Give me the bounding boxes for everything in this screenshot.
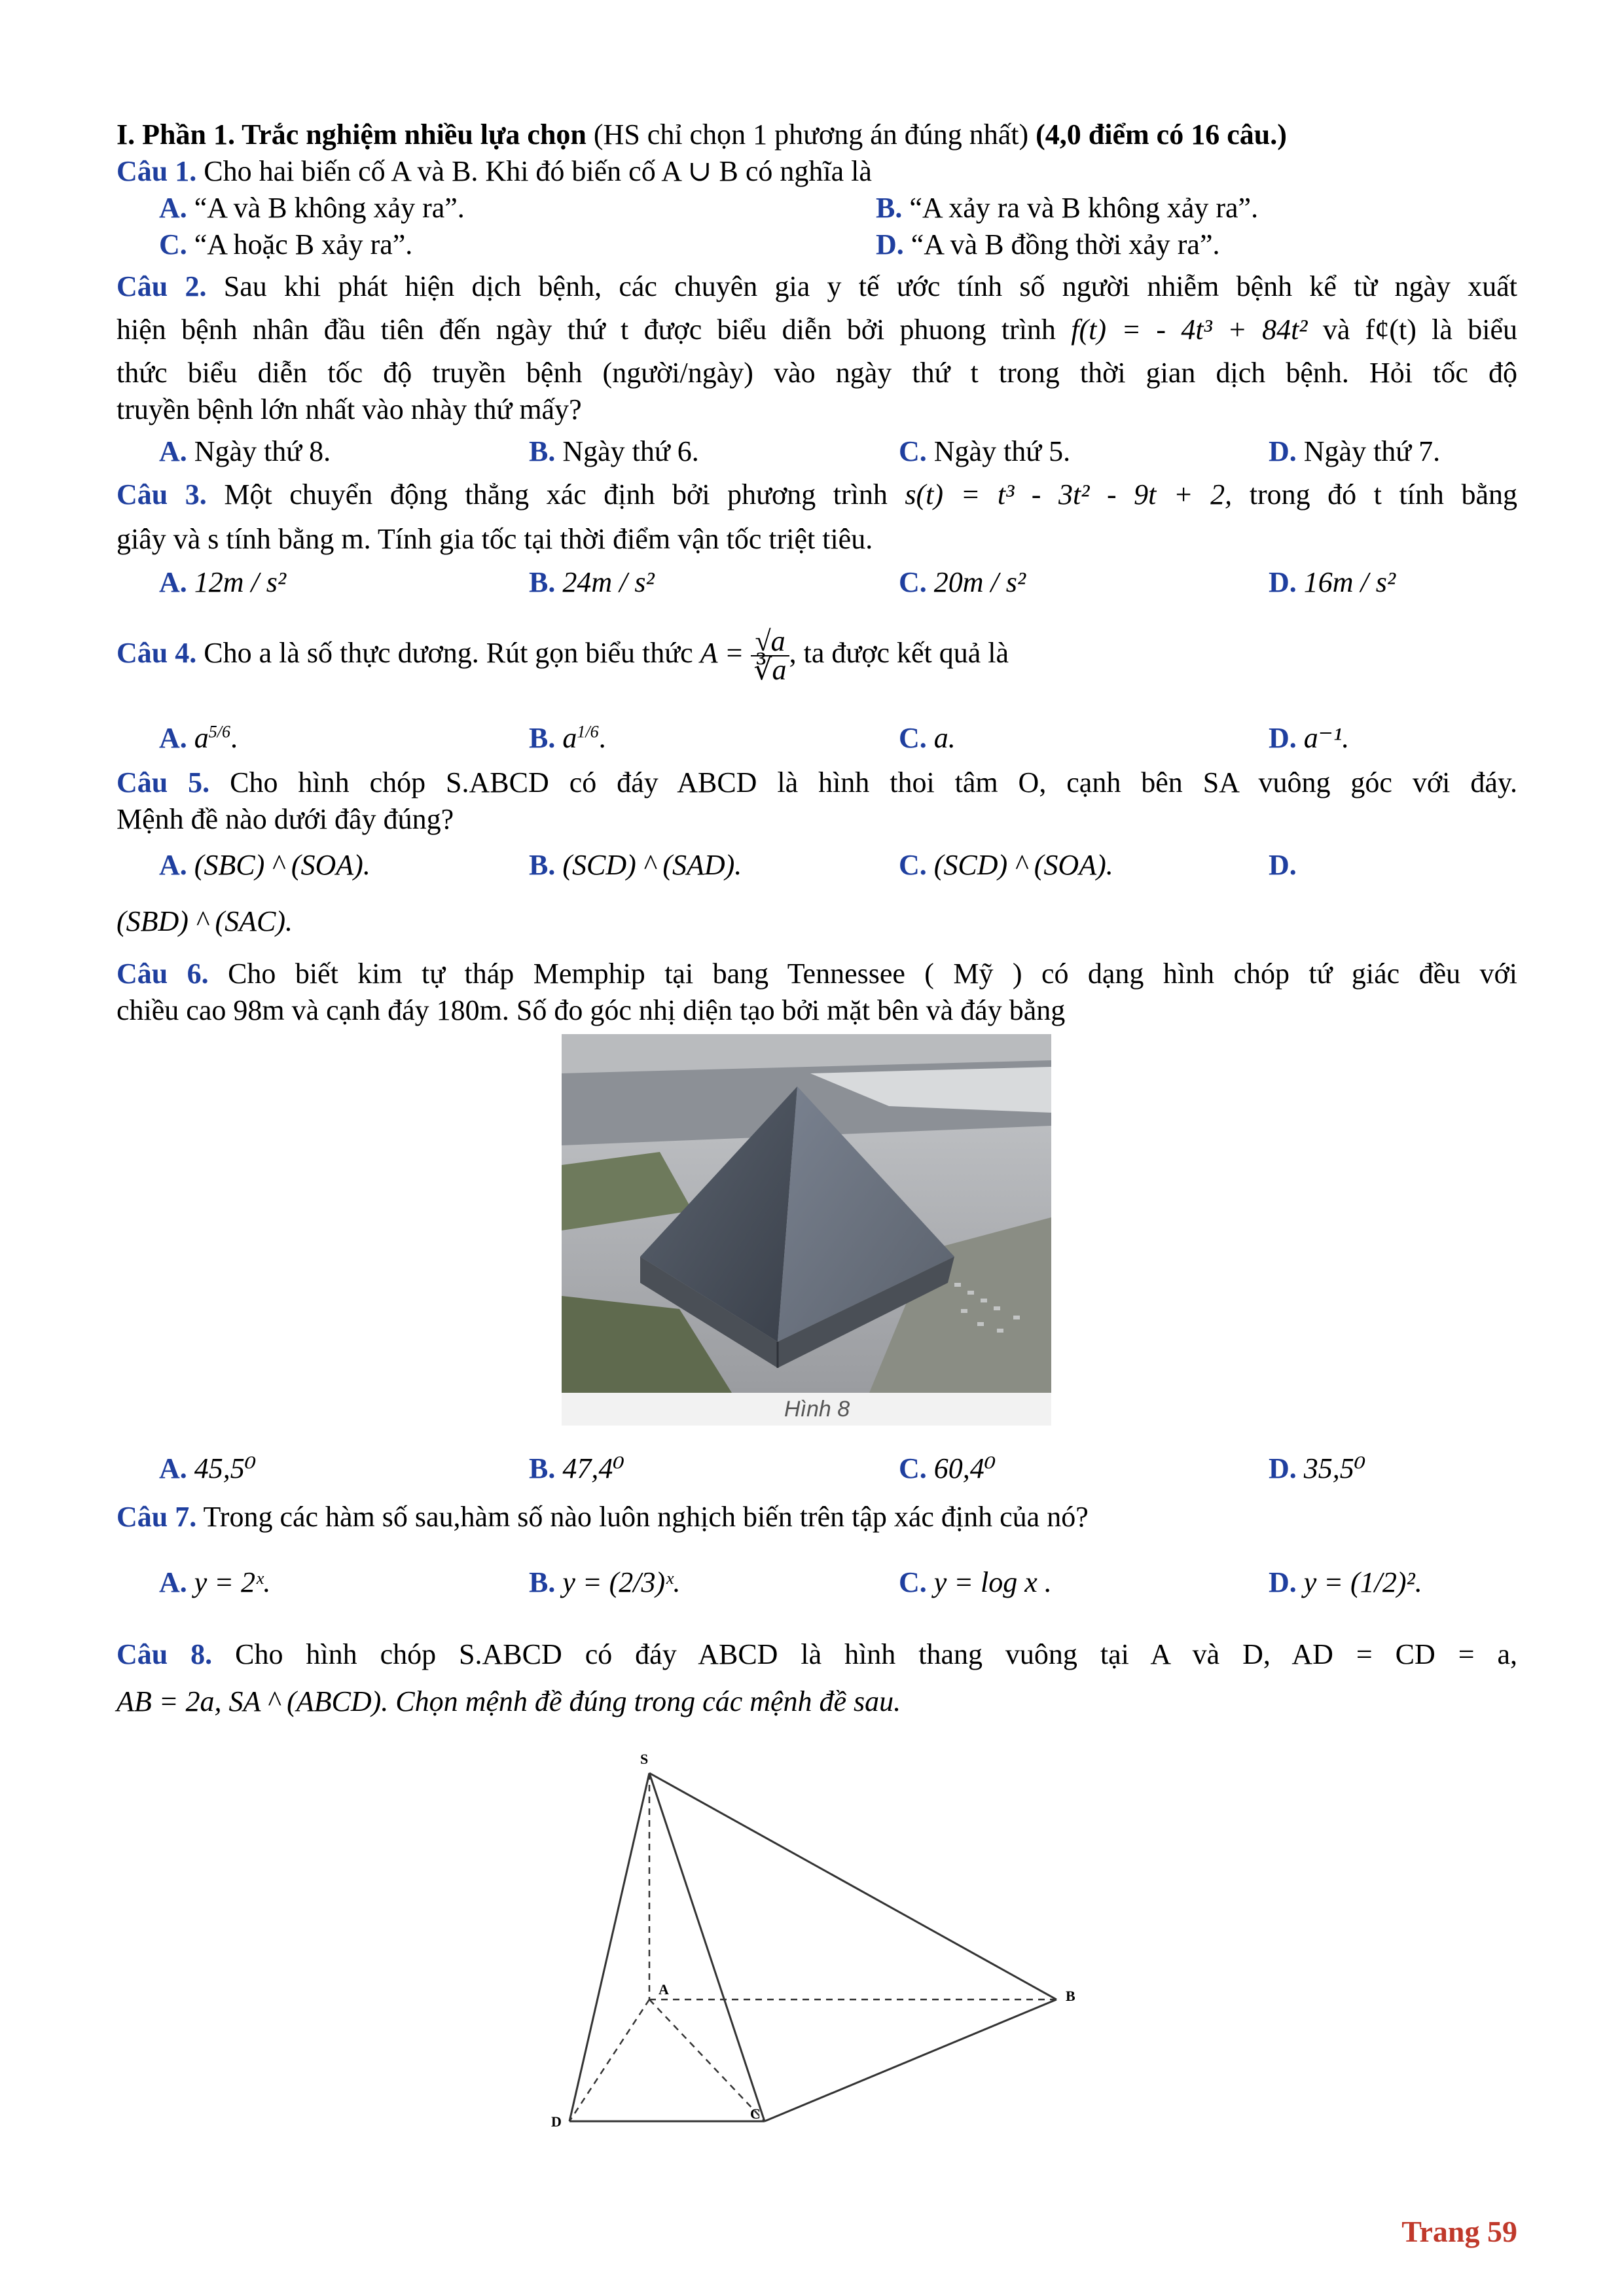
question-4: Câu 4. Cho a là số thực dương. Rút gọn biểu thức A = $\frac{√a}{∛a}$ , ta được kết quả là: [117, 624, 1009, 686]
q4-option-b[interactable]: B. $a^{1/6}$.: [529, 722, 606, 754]
question-3-line-2: giây và s tính bằng m. Tính gia tốc tại thời điểm vận tốc triệt tiêu.: [117, 523, 873, 555]
page-number: Trang 59: [1401, 2215, 1517, 2248]
q2-option-c[interactable]: C. Ngày thứ 5.: [899, 435, 1071, 467]
edge-AD: [569, 2000, 649, 2121]
question-6-line-2: chiều cao 98m và cạnh đáy 180m. Số đo góc nhị diện tạo bởi mặt bên và đáy bằng: [117, 994, 1066, 1026]
edge-CB: [765, 2000, 1056, 2121]
pyramid-photo: [562, 1034, 1051, 1426]
q2-option-a[interactable]: A. Ngày thứ 8.: [159, 435, 331, 467]
q4-option-d[interactable]: D. a⁻¹.: [1269, 722, 1350, 754]
q1-option-c[interactable]: C. “A hoặc B xảy ra”.: [159, 228, 413, 260]
q5-option-b[interactable]: B. (SCD) ^ (SAD).: [529, 849, 742, 881]
q3-option-a[interactable]: A. 12m / s²: [159, 566, 287, 598]
section-score: (4,0 điểm có 16 câu.): [1036, 118, 1287, 151]
q4-fraction: $\frac{√a}{∛a}$: [751, 628, 789, 684]
q7-option-d[interactable]: D. y = (1/2)².: [1269, 1566, 1422, 1598]
label-D: D: [551, 2113, 562, 2130]
q7-option-a[interactable]: A. y = 2ˣ.: [159, 1566, 271, 1598]
photo-caption: Hình 8: [784, 1397, 850, 1422]
section-title: I. Phần 1. Trắc nghiệm nhiều lựa chọn: [117, 118, 586, 151]
q6-option-b[interactable]: B. 47,4⁰: [529, 1452, 624, 1484]
label-A: A: [659, 1981, 669, 1998]
q7-option-b[interactable]: B. y = (2/3)ˣ.: [529, 1566, 681, 1598]
question-2-line-4: truyền bệnh lớn nhất vào nhày thứ mấy?: [117, 393, 582, 425]
q5-option-c[interactable]: C. (SCD) ^ (SOA).: [899, 849, 1113, 881]
pyramid-diagram: [542, 1744, 1118, 2137]
question-label: Câu 1.: [117, 155, 197, 187]
edge-SD: [569, 1773, 649, 2121]
question-2-line-1: Câu 2. Sau khi phát hiện dịch bệnh, các chuyên gia y tế ước tính số người nhiễm bệnh kể từ ngày xuất: [117, 270, 1518, 302]
question-1: [117, 153, 1517, 190]
edge-AC: [649, 2000, 765, 2121]
q2-formula: f(t) = - 4t³ + 84t²: [1071, 314, 1308, 346]
q4-option-c[interactable]: C. a.: [899, 722, 956, 754]
question-8-line-1: Câu 8. Cho hình chóp S.ABCD có đáy ABCD là hình thang vuông tại A và D, AD = CD = a,: [117, 1638, 1517, 1670]
q3-option-b[interactable]: B. 24m / s²: [529, 566, 655, 598]
label-B: B: [1066, 1988, 1075, 2004]
question-8-line-2: AB = 2a, SA ^ (ABCD). Chọn mệnh đề đúng trong các mệnh đề sau.: [117, 1685, 901, 1717]
q6-option-c[interactable]: C. 60,4⁰: [899, 1452, 996, 1484]
q5-option-a[interactable]: A. (SBC) ^ (SOA).: [159, 849, 370, 881]
section-note: (HS chỉ chọn 1 phương án đúng nhất): [586, 118, 1036, 151]
edge-SB: [649, 1773, 1056, 2000]
q4-option-a[interactable]: A. $a^{5/6}$.: [159, 722, 238, 754]
q1-option-b[interactable]: B. “A xảy ra và B không xảy ra”.: [876, 192, 1259, 224]
label-C: C: [750, 2106, 761, 2122]
q3-formula: s(t) = t³ - 3t² - 9t + 2,: [905, 478, 1233, 511]
q7-option-c[interactable]: C. y = log x .: [899, 1566, 1052, 1598]
q5-option-d[interactable]: (SBD) ^ (SAC).: [117, 905, 293, 937]
question-6-line-1: Câu 6. Cho biết kim tự tháp Memphip tại bang Tennessee ( Mỹ ) có dạng hình chóp tứ giác đều với: [117, 958, 1517, 990]
q3-option-d[interactable]: D. 16m / s²: [1269, 566, 1396, 598]
q1-option-d[interactable]: D. “A và B đồng thời xảy ra”.: [876, 228, 1220, 260]
q3-option-c[interactable]: C. 20m / s²: [899, 566, 1026, 598]
question-3-line-1: Câu 3. Một chuyển động thẳng xác định bởi phương trình s(t) = t³ - 3t² - 9t + 2, trong đó t tính bằng: [117, 478, 1517, 511]
question-5-line-2: Mệnh đề nào dưới đây đúng?: [117, 803, 454, 835]
q2-option-b[interactable]: B. Ngày thứ 6.: [529, 435, 699, 467]
edge-SC: [649, 1773, 765, 2121]
question-7: Câu 7. Trong các hàm số sau,hàm số nào luôn nghịch biến trên tập xác định của nó?: [117, 1501, 1089, 1533]
q6-option-d[interactable]: D. 35,5⁰: [1269, 1452, 1366, 1484]
question-5-line-1: Câu 5. Cho hình chóp S.ABCD có đáy ABCD là hình thoi tâm O, cạnh bên SA vuông góc với đáy.: [117, 766, 1517, 798]
label-S: S: [640, 1751, 649, 1767]
question-text: Cho hai biến cố A và B. Khi đó biến cố A ∪ B có nghĩa là: [196, 155, 872, 187]
q2-option-d[interactable]: D. Ngày thứ 7.: [1269, 435, 1441, 467]
q1-option-a[interactable]: A. “A và B không xảy ra”.: [159, 192, 465, 224]
question-2-line-2: hiện bệnh nhân đầu tiên đến ngày thứ t được biểu diễn bởi phuong trình f(t) = - 4t³ + 84t² và f¢(t) là biểu: [117, 314, 1518, 346]
question-2-line-3: thức biểu diễn tốc độ truyền bệnh (người/ngày) vào ngày thứ t trong thời gian dịch bệnh. Hỏi tốc độ: [117, 357, 1517, 389]
section-header: [117, 117, 1517, 153]
q6-option-a[interactable]: A. 45,5⁰: [159, 1452, 257, 1484]
q5-option-d-label[interactable]: D.: [1269, 849, 1297, 881]
